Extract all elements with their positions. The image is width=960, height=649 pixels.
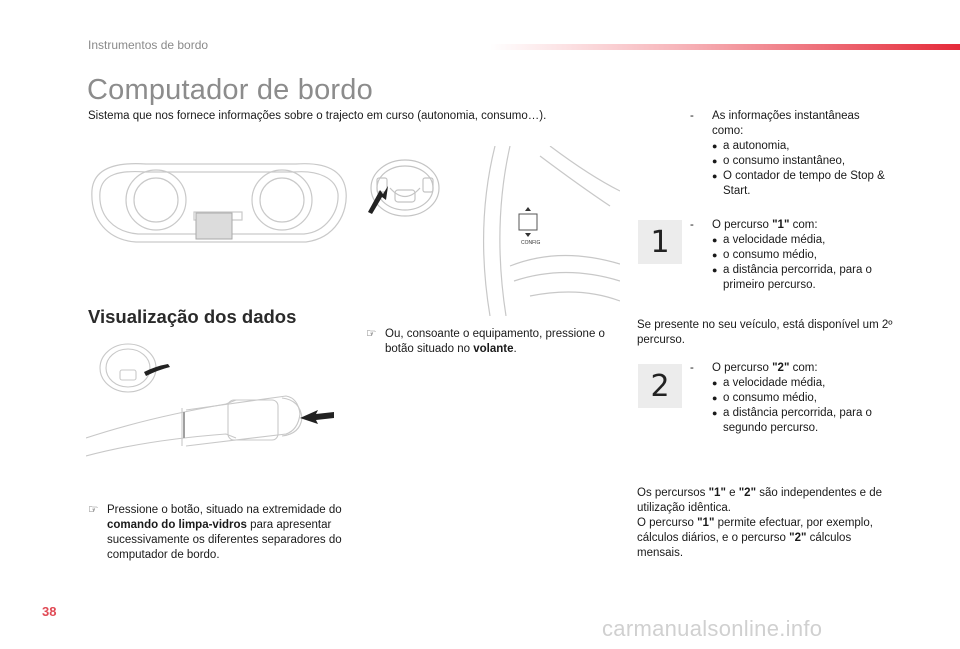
closing-paragraph: Os percursos "1" e "2" são independentes e de utilização idêntica. O percurso "1" permite efectuar, por exemplo, cálculos diários, e o percurso "2" cálculos mensais. — [637, 487, 883, 559]
page-title: Computador de bordo — [87, 74, 373, 106]
instant-list — [712, 139, 890, 199]
trip-2-intro: Se presente no seu veículo, está disponível um 2º percurso. — [637, 319, 893, 346]
section-label: Instrumentos de bordo — [88, 38, 209, 52]
instant-info-block — [690, 109, 890, 199]
wiper-stalk-illustration — [86, 338, 346, 473]
list-item: ● a autonomia, — [712, 139, 890, 154]
steering-wheel-note: ☞ Ou, consoante o equipamento, pressione o botão situado no volante. — [366, 328, 605, 355]
note-marker-icon: ☞ — [88, 504, 99, 516]
intro-text: Sistema que nos fornece informações sobre o trajecto em curso (autonomia, consumo…). — [88, 110, 547, 122]
steering-wheel-illustration — [360, 150, 445, 245]
list-item: ● O contador de tempo de Stop & Start. — [712, 169, 890, 199]
note-marker-icon: ☞ — [366, 328, 377, 340]
trip-2-list — [712, 376, 890, 436]
trip-2-lead: O percurso "2" com: — [712, 362, 818, 374]
list-item: ● a distância percorrida, para o segundo percurso. — [712, 406, 890, 436]
trip-2-block — [690, 361, 890, 436]
instrument-cluster-illustration — [86, 150, 351, 260]
page-number: 38 — [42, 604, 57, 619]
list-item: ● a velocidade média, — [712, 233, 890, 248]
list-item: ● a distância percorrida, para o primeiro percurso. — [712, 263, 890, 293]
list-item: ● o consumo médio, — [712, 391, 890, 406]
dash-marker: - — [690, 110, 694, 122]
config-label: CONFIG — [521, 240, 541, 246]
instant-lead: As informações instantâneas como: — [712, 110, 860, 137]
list-item: ● o consumo médio, — [712, 248, 890, 263]
list-item: ● a velocidade média, — [712, 376, 890, 391]
pointer-arrow — [144, 364, 170, 376]
trip-1-lead: O percurso "1" com: — [712, 219, 818, 231]
trip-1-list — [712, 233, 890, 293]
section-subtitle: Visualização dos dados — [88, 306, 297, 327]
trip-1-block — [690, 218, 890, 293]
wiper-stalk-note: ☞ Pressione o botão, situado na extremidade do comando do limpa-vidros para apresentar sucessivamente os diferentes separadores do computador de bordo. — [88, 504, 342, 561]
header-accent-bar — [490, 44, 960, 50]
steering-wheel-closeup — [470, 146, 620, 316]
trip-1-icon: 1 — [638, 220, 682, 264]
config-button — [519, 214, 537, 230]
dash-marker: - — [690, 219, 694, 231]
watermark: carmanualsonline.info — [602, 616, 823, 641]
cluster-display — [196, 213, 232, 239]
dash-marker: - — [690, 362, 694, 374]
list-item: ● o consumo instantâneo, — [712, 154, 890, 169]
trip-2-icon: 2 — [638, 364, 682, 408]
pointer-arrow — [300, 410, 334, 424]
